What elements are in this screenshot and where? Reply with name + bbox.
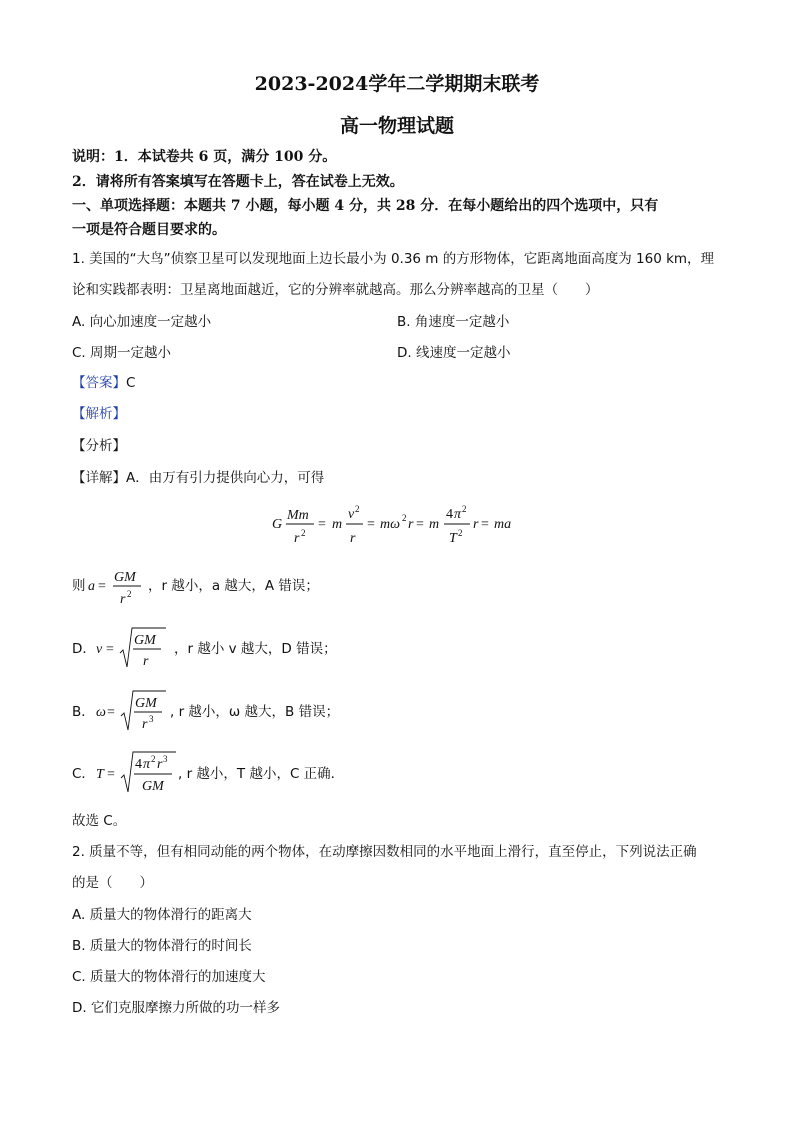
svg-text:3: 3 — [163, 754, 168, 764]
section-heading-line-2: 一项是符合题目要求的。 — [72, 222, 226, 238]
q2-stem-line-1: 2. 质量不等，但有相同动能的两个物体，在动摩擦因数相同的水平地面上滑行，直至停止，下列说法正确 — [72, 844, 697, 860]
svg-text:m: m — [332, 517, 343, 532]
svg-text:r: r — [143, 654, 149, 669]
svg-text:r: r — [473, 517, 479, 532]
deduction-b-text: , r 越小，ω 越大，B 错误； — [170, 704, 340, 720]
svg-text:G: G — [272, 517, 283, 532]
svg-text:T: T — [449, 531, 457, 546]
analysis-tag: 【解析】 — [72, 406, 126, 422]
section-heading-line-1: 一、单项选择题：本题共 7 小题，每小题 4 分，共 28 分．在每小题给出的四个选项中，只有 — [72, 198, 659, 214]
svg-text:r: r — [350, 531, 356, 546]
svg-text:=: = — [107, 705, 115, 720]
svg-text:r: r — [142, 717, 148, 732]
q1-stem-line-2: 论和实践都表明：卫星离地面越近，它的分辨率就越高。那么分辨率越高的卫星（ ） — [72, 282, 599, 298]
svg-text:ω: ω — [96, 705, 106, 720]
deduction-c-text: , r 越小，T 越小，C 正确． — [178, 766, 345, 782]
svg-text:=: = — [107, 767, 115, 782]
q1-option-c: C. 周期一定越小 — [72, 345, 172, 361]
svg-text:v: v — [96, 642, 103, 657]
svg-text:Mm: Mm — [287, 508, 309, 523]
q2-option-a: A. 质量大的物体滑行的距离大 — [72, 907, 252, 923]
instruction-line-2: 2．请将所有答案填写在答题卡上，答在试卷上无效。 — [72, 174, 404, 190]
deduction-a-prefix: 则 — [72, 578, 86, 594]
svg-text:T: T — [96, 767, 104, 782]
svg-text:2: 2 — [301, 528, 306, 538]
deduction-c-prefix: C． — [72, 766, 95, 782]
answer-tag: 【答案】 — [72, 375, 126, 391]
q1-option-a: A. 向心加速度一定越小 — [72, 314, 212, 330]
svg-text:=: = — [367, 517, 375, 532]
q1-option-b: B. 角速度一定越小 — [397, 314, 510, 330]
svg-text:v: v — [348, 507, 355, 522]
svg-text:=: = — [318, 517, 326, 532]
svg-text:r: r — [408, 517, 414, 532]
deduction-d-text: ，r 越小 v 越大，D 错误； — [174, 641, 337, 657]
svg-text:4: 4 — [446, 507, 453, 522]
gravitation-equation — [270, 500, 530, 548]
svg-text:2: 2 — [462, 504, 467, 514]
q2-option-d: D. 它们克服摩擦力所做的功一样多 — [72, 1000, 280, 1016]
svg-text:2: 2 — [355, 504, 360, 514]
svg-text:r: r — [120, 592, 126, 607]
svg-text:GM: GM — [135, 696, 157, 711]
formula-v — [94, 623, 172, 671]
q1-option-d: D. 线速度一定越小 — [397, 345, 511, 361]
svg-text:=: = — [481, 517, 489, 532]
svg-text:ma: ma — [494, 517, 512, 532]
svg-text:mω: mω — [380, 517, 400, 532]
instruction-line-1: 说明：1．本试卷共 6 页，满分 100 分。 — [72, 149, 337, 165]
svg-text:r: r — [294, 531, 300, 546]
q2-option-c: C. 质量大的物体滑行的加速度大 — [72, 969, 266, 985]
detail-text: A．由万有引力提供向心力，可得 — [126, 470, 325, 486]
svg-text:GM: GM — [114, 570, 136, 585]
svg-text:π: π — [454, 507, 462, 522]
svg-text:a: a — [88, 579, 95, 594]
deduction-b-prefix: B． — [72, 704, 95, 720]
q2-option-b: B. 质量大的物体滑行的时间长 — [72, 938, 252, 954]
svg-text:4: 4 — [135, 757, 142, 772]
fenxi-tag: 【分析】 — [72, 438, 126, 454]
answer-value: C — [126, 375, 136, 391]
q1-stem-line-1: 1. 美国的“大鸟”侦察卫星可以发现地面上边长最小为 0.36 m 的方形物体，它距离地面高度为 160 km，理 — [72, 251, 715, 267]
svg-text:2: 2 — [402, 513, 407, 523]
svg-text:=: = — [416, 517, 424, 532]
detail-line — [72, 469, 324, 487]
deduction-d-prefix: D． — [72, 641, 96, 657]
svg-text:GM: GM — [134, 633, 156, 648]
svg-text:π: π — [143, 757, 151, 772]
q1-answer-line — [72, 374, 135, 392]
formula-omega — [94, 686, 170, 734]
detail-tag: 【详解】 — [72, 470, 126, 486]
formula-period — [94, 747, 178, 795]
svg-text:2: 2 — [458, 528, 463, 538]
svg-text:r: r — [157, 757, 163, 772]
svg-text:GM: GM — [142, 779, 164, 794]
svg-text:2: 2 — [127, 589, 132, 599]
svg-text:m: m — [429, 517, 440, 532]
formula-a — [86, 563, 148, 607]
exam-subtitle: 高一物理试题 — [339, 115, 454, 137]
svg-text:3: 3 — [149, 714, 154, 724]
q1-conclusion: 故选 C。 — [72, 813, 127, 829]
exam-title: 2023-2024学年二学期期末联考 — [254, 73, 540, 95]
svg-text:=: = — [106, 642, 114, 657]
svg-text:=: = — [98, 579, 106, 594]
deduction-a-text: ，r 越小，a 越大，A 错误； — [148, 578, 319, 594]
svg-text:2: 2 — [151, 754, 156, 764]
q2-stem-line-2: 的是（ ） — [72, 875, 153, 891]
